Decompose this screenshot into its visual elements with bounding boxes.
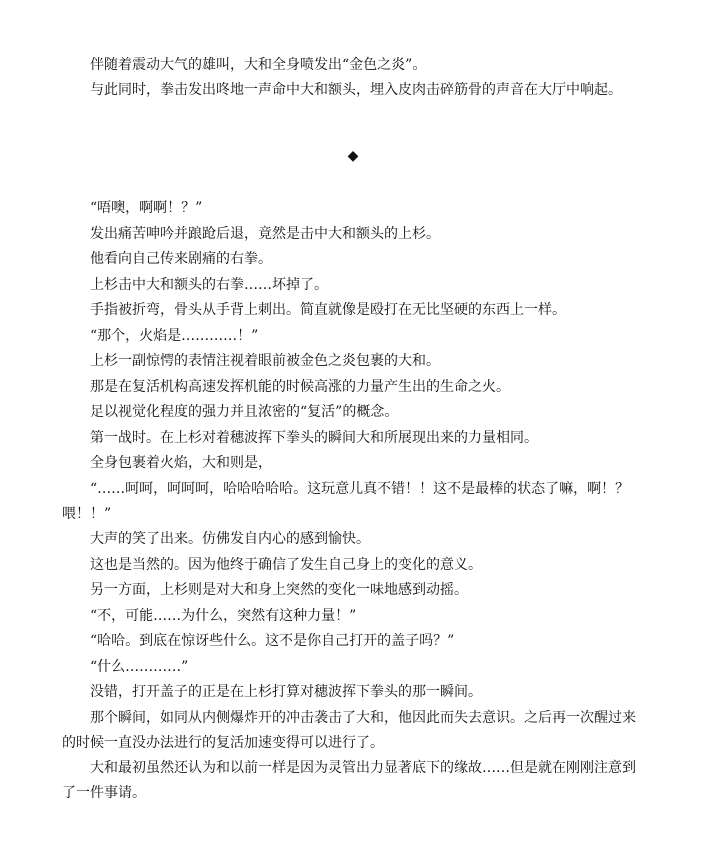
paragraph: 大声的笑了出来。仿佛发自内心的感到愉快。 (90, 531, 370, 547)
paragraph: “不，可能……为什么，突然有这种力量！” (90, 607, 357, 624)
paragraph: “哈哈。到底在惊讶些什么。这不是你自己打开的盖子吗？” (90, 633, 455, 649)
paragraph: 他看向自己传来剧痛的右拳。 (90, 251, 272, 267)
paragraph: 这也是当然的。因为他终于确信了发生自己身上的变化的意义。 (90, 556, 482, 573)
paragraph: 第一战时。在上杉对着穗波挥下拳头的瞬间大和所展现出来的力量相同。 (90, 429, 538, 446)
paragraph: 发出痛苦呻吟并踉跄后退，竟然是击中大和额头的上杉。 (90, 225, 440, 242)
paragraph: 上杉击中大和额头的右拳……坏掉了。 (90, 276, 328, 293)
paragraph: 与此同时，拳击发出咚地一声命中大和额头，埋入皮肉击碎筋骨的声音在大厅中响起。 (90, 82, 622, 98)
paragraph: “……呵呵，呵呵呵，哈哈哈哈哈。这玩意儿真不错！！这不是最棒的状态了嘛，啊！？喂！！” (62, 480, 630, 522)
paragraph: 全身包裹着火焰，大和则是， (90, 455, 272, 471)
paragraph: 足以视觉化程度的强力并且浓密的“复活”的概念。 (90, 404, 399, 420)
top-text-block (62, 53, 644, 103)
paragraph: 伴随着震动大气的雄叫，大和全身喷发出“金色之炎”。 (90, 57, 427, 73)
main-text-block (62, 196, 644, 807)
section-separator: ◆ (347, 148, 359, 164)
paragraph: 另一方面，上杉则是对大和身上突然的变化一味地感到动摇。 (90, 582, 468, 598)
paragraph: 大和最初虽然还认为和以前一样是因为灵管出力显著底下的缘故……但是就在刚刚注意到了一件事请。 (62, 760, 636, 801)
paragraph: “那个，火焰是…………！” (90, 327, 259, 344)
paragraph: 手指被折弯，骨头从手背上刺出。简直就像是殴打在无比坚硬的东西上一样。 (90, 302, 566, 318)
paragraph: 没错，打开盖子的正是在上杉打算对穗波挥下拳头的那一瞬间。 (90, 684, 482, 700)
paragraph: 那个瞬间，如同从内侧爆炸开的冲击袭击了大和，他因此而失去意识。之后再一次醒过来的时候一直没办法进行的复活加速变得可以进行了。 (62, 709, 636, 751)
paragraph: “什么…………” (90, 658, 189, 675)
paragraph: “唔噢，啊啊！？” (90, 200, 203, 216)
paragraph: 上杉一副惊愕的表情注视着眼前被金色之炎包裹的大和。 (90, 353, 440, 369)
paragraph: 那是在复活机构高速发挥机能的时候高涨的力量产生出的生命之火。 (90, 378, 510, 395)
